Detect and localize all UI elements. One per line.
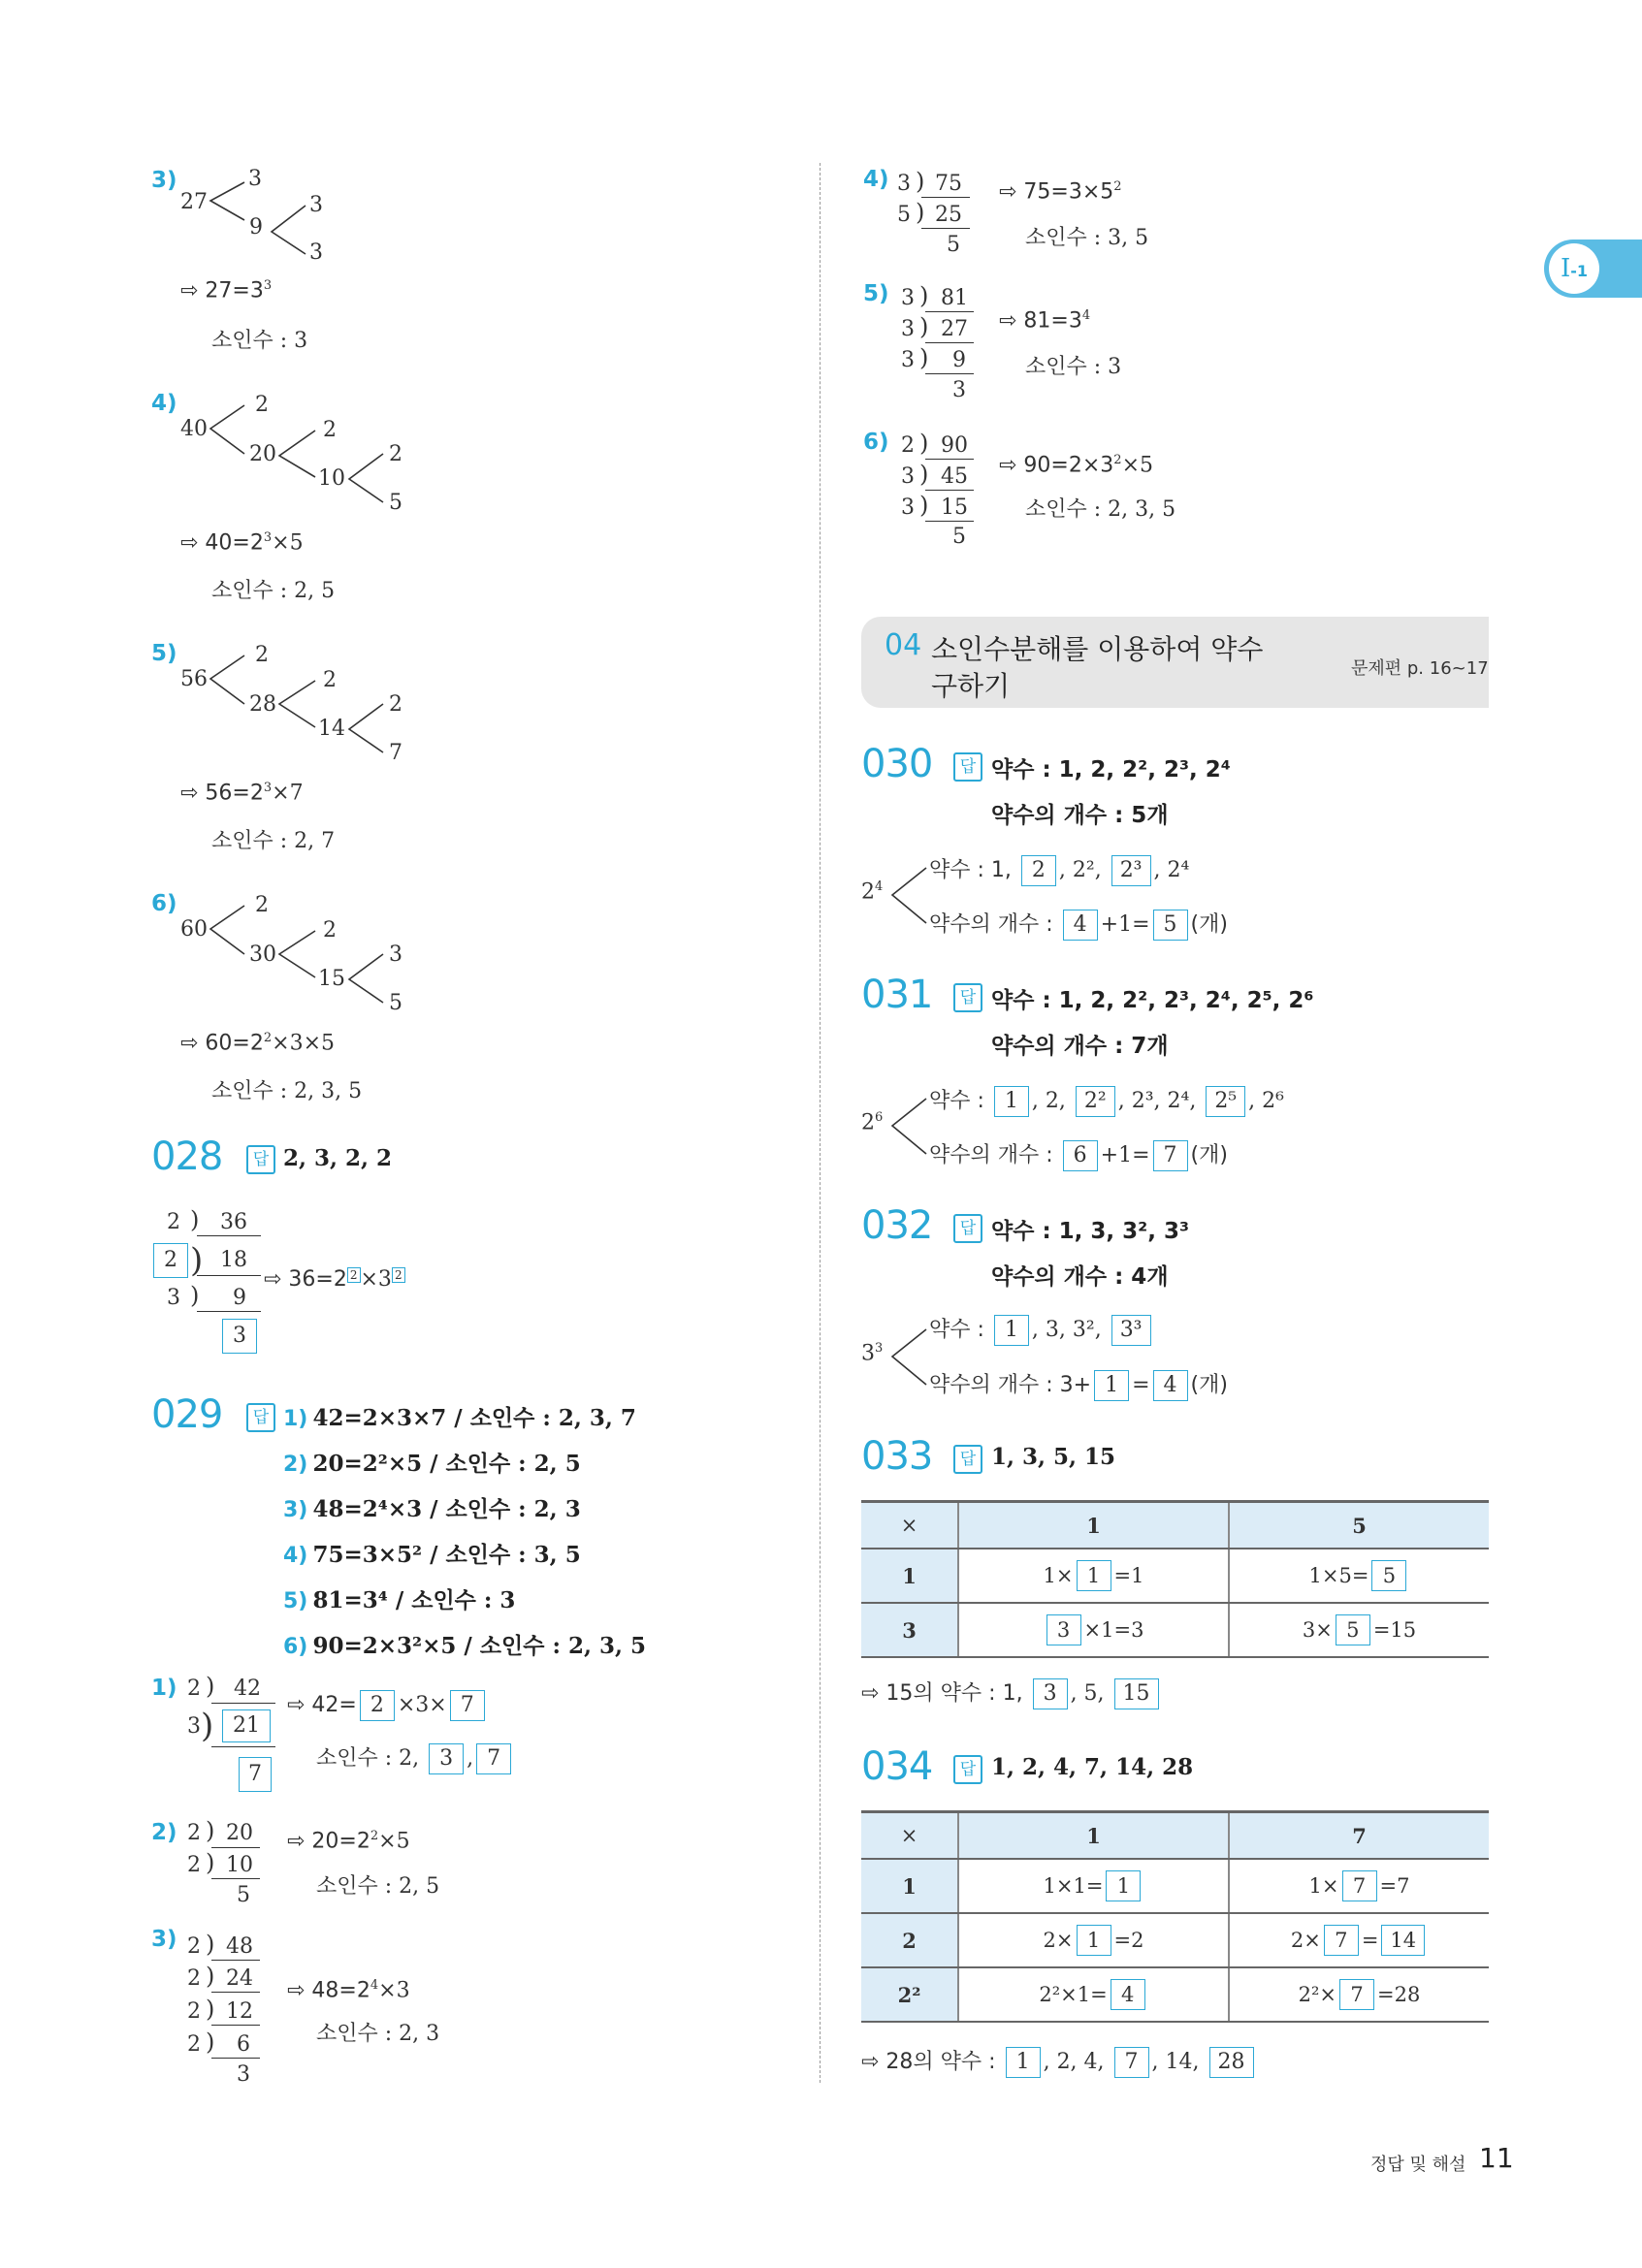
answer-text: 약수 : 1, 2, 2², 2³, 2⁴, 2⁵, 2⁶ xyxy=(991,988,1314,1013)
division-line xyxy=(197,1235,261,1236)
table-header: 5 xyxy=(1229,1502,1489,1549)
divisor-list: 약수 : 1, 2 , 2², 2³ , 2⁴ xyxy=(929,853,1189,886)
division-bracket: ) xyxy=(206,1996,215,2023)
tree-node: 3 xyxy=(389,942,402,967)
prime-factors: 소인수 : 3 xyxy=(1025,355,1122,379)
division-bracket: ) xyxy=(190,1282,200,1309)
problem-label: 6) xyxy=(151,891,177,916)
tree-node: 28 xyxy=(249,692,276,717)
answer-text: 약수의 개수 : 7개 xyxy=(991,1034,1169,1059)
dividend: 27 xyxy=(941,317,968,341)
divisor: 2 xyxy=(167,1210,180,1234)
division-bracket: ) xyxy=(916,168,925,195)
table-header: 7 xyxy=(1229,1812,1489,1860)
tree-node: 15 xyxy=(318,967,345,991)
answer-badge: 답 xyxy=(953,1755,982,1784)
division-line xyxy=(211,2058,260,2059)
factorization: ⇨ $60=2^2\times 3\times 5$ xyxy=(180,1031,336,1056)
table-row-header: 2² xyxy=(861,1967,958,2022)
prime-factors: 소인수 : 2, 3 xyxy=(316,2022,440,2046)
quotient-box: 3 xyxy=(222,1319,257,1354)
divisor: 3 xyxy=(901,286,915,310)
answer-badge: 답 xyxy=(953,1214,982,1243)
tree-node: 9 xyxy=(249,215,263,240)
table-cell: 3× 5 =15 xyxy=(1229,1603,1489,1657)
divisor-count: 약수의 개수 : 3+ 1 = 4 (개) xyxy=(929,1368,1228,1401)
division-line xyxy=(211,1703,275,1704)
division-line xyxy=(921,228,970,229)
divisor: 2 xyxy=(187,1853,201,1877)
tree-node: 3 xyxy=(248,167,262,191)
factorization: ⇨ $56=2^3\times 7$ xyxy=(180,781,304,806)
table-header: 1 xyxy=(958,1502,1229,1549)
answer-badge: 답 xyxy=(953,752,982,782)
chapter-tab-circle xyxy=(1549,243,1599,294)
factorization: ⇨ 36=2 2 ×3 2 xyxy=(264,1267,405,1292)
dividend: 48 xyxy=(226,1934,253,1959)
answer-text: 1, 2, 4, 7, 14, 28 xyxy=(991,1754,1194,1780)
divisor-list: 약수 : 1 , 2, 2² , 2³, 2⁴, 2⁵ , 2⁶ xyxy=(929,1084,1284,1117)
divisor: 2 xyxy=(187,2032,201,2057)
problem-number: 030 xyxy=(861,742,933,786)
tree-node: 2 xyxy=(323,918,337,942)
tree-node: 2 xyxy=(255,393,269,417)
division-line xyxy=(925,459,974,460)
answer-line: 6) 90=2×3²×5 / 소인수 : 2, 3, 5 xyxy=(283,1633,646,1659)
division-line xyxy=(211,2025,260,2026)
prime-factors: 소인수 : 2, 5 xyxy=(211,579,336,603)
divisor: 3 xyxy=(901,464,915,489)
table-cell: 3 ×1=3 xyxy=(958,1603,1229,1657)
column-divider xyxy=(820,163,821,2083)
answer-text: 약수의 개수 : 5개 xyxy=(991,803,1169,828)
problem-label: 1) xyxy=(151,1676,177,1701)
divisor: 3 xyxy=(901,348,915,372)
answer-line: 4) 75=3×5² / 소인수 : 3, 5 xyxy=(283,1542,581,1568)
base-power: $3^3$ xyxy=(861,1341,884,1366)
division-line xyxy=(925,521,974,522)
divisor-count: 약수의 개수 : 6 +1= 7 (개) xyxy=(929,1138,1228,1171)
dividend: 45 xyxy=(941,464,968,489)
prime-factors: 소인수 : 2, 7 xyxy=(211,829,336,853)
factor-tree-lines xyxy=(0,0,820,1067)
division-line xyxy=(921,197,970,198)
factorization: ⇨ 42= 2 ×3× 7 xyxy=(287,1690,488,1721)
problem-number: 031 xyxy=(861,973,933,1017)
dividend: 20 xyxy=(226,1821,253,1845)
page-number: 11 xyxy=(1479,2142,1514,2174)
problem-number: 034 xyxy=(861,1744,933,1789)
section-title-2: 구하기 xyxy=(931,670,1011,702)
answer-line: 3) 48=2⁴×3 / 소인수 : 2, 3 xyxy=(283,1496,581,1522)
tree-node: 20 xyxy=(249,442,276,466)
table-cell: 1× 7 =7 xyxy=(1229,1859,1489,1913)
division-bracket: ) xyxy=(190,1241,204,1280)
division-bracket: ) xyxy=(206,1931,215,1958)
table-row-header: 3 xyxy=(861,1603,958,1657)
table-cell: 2× 1 =2 xyxy=(958,1913,1229,1967)
dividend: 81 xyxy=(941,286,968,310)
answer-text: 1, 3, 5, 15 xyxy=(991,1444,1116,1470)
division-bracket: ) xyxy=(916,199,925,226)
division-bracket: ) xyxy=(919,282,929,309)
prime-factors: 소인수 : 2, 3 , 7 xyxy=(316,1741,514,1774)
factorization: ⇨ $27=3^3$ xyxy=(180,278,273,303)
divisor-result: ⇨ 28의 약수 : 1 , 2, 4, 7 , 14, 28 xyxy=(861,2045,1257,2078)
answer-line: 5) 81=3⁴ / 소인수 : 3 xyxy=(283,1587,516,1613)
division-line xyxy=(211,1878,260,1879)
answer-text: 약수의 개수 : 4개 xyxy=(991,1264,1169,1290)
divisor: 3 xyxy=(901,317,915,341)
dividend: 12 xyxy=(226,1999,253,2024)
factorization: ⇨ $20=2^2\times 5$ xyxy=(287,1829,410,1854)
factorization: ⇨ $40=2^3\times 5$ xyxy=(180,530,304,556)
division-line xyxy=(211,1847,260,1848)
tree-node: 3 xyxy=(309,240,323,265)
divisor: 2 xyxy=(187,1934,201,1959)
prime-factors: 소인수 : 3 xyxy=(211,329,308,353)
quotient: 5 xyxy=(947,233,960,257)
section-page-ref: 문제편 p. 16~17 xyxy=(1351,658,1489,679)
division-bracket: ) xyxy=(919,313,929,340)
answer-list xyxy=(283,1400,646,1674)
division-bracket: ) xyxy=(206,2028,215,2056)
divisor-count: 약수의 개수 : 4 +1= 5 (개) xyxy=(929,908,1228,941)
division-line xyxy=(197,1275,261,1276)
division-bracket: ) xyxy=(201,1707,214,1745)
quotient: 3 xyxy=(237,2062,250,2087)
divisor: 2 xyxy=(901,433,915,458)
division-bracket: ) xyxy=(206,1849,215,1876)
table-corner: × xyxy=(861,1502,958,1549)
tree-node: 3 xyxy=(309,193,323,217)
dividend: 42 xyxy=(234,1677,261,1701)
table-cell: 2²×1= 4 xyxy=(958,1967,1229,2022)
quotient: 5 xyxy=(237,1883,250,1907)
answer-text: 약수 : 1, 2, 2², 2³, 2⁴ xyxy=(991,757,1231,783)
division-line xyxy=(211,1960,260,1961)
multiplication-table xyxy=(861,1810,1489,2023)
answer-text: 약수 : 1, 3, 3², 3³ xyxy=(991,1219,1190,1244)
tree-node: 2 xyxy=(323,668,337,692)
answer-line: 1) 42=2×3×7 / 소인수 : 2, 3, 7 xyxy=(283,1405,636,1431)
division-line xyxy=(925,490,974,491)
division-line xyxy=(925,373,974,374)
tree-node: 7 xyxy=(389,741,402,765)
division-bracket: ) xyxy=(190,1206,200,1233)
division-bracket: ) xyxy=(919,492,929,519)
division-bracket: ) xyxy=(919,430,929,457)
dividend: 10 xyxy=(226,1853,253,1877)
problem-number: 033 xyxy=(861,1434,933,1479)
problem-label: 4) xyxy=(151,391,177,416)
division-bracket: ) xyxy=(919,461,929,488)
base-power: $2^4$ xyxy=(861,879,884,905)
division-line xyxy=(925,342,974,343)
division-bracket: ) xyxy=(919,344,929,371)
problem-number: 029 xyxy=(151,1392,223,1437)
prime-factors: 소인수 : 2, 3, 5 xyxy=(211,1079,363,1103)
divisor-list: 약수 : 1 , 3, 3², 3³ xyxy=(929,1313,1154,1346)
factorization: ⇨ $48=2^4\times 3$ xyxy=(287,1978,410,2003)
factorization: ⇨ $81=3^4$ xyxy=(999,308,1091,334)
table-cell: 2× 7 = 14 xyxy=(1229,1913,1489,1967)
division-bracket: ) xyxy=(206,1673,215,1700)
problem-label: 6) xyxy=(863,430,889,455)
dividend: 6 xyxy=(237,2032,250,2057)
dividend: 25 xyxy=(935,203,962,227)
dividend: 75 xyxy=(935,172,962,196)
problem-number: 028 xyxy=(151,1134,223,1179)
tree-node: 2 xyxy=(255,893,269,917)
table-corner: × xyxy=(861,1812,958,1860)
problem-label: 2) xyxy=(151,1820,177,1845)
problem-label: 3) xyxy=(151,1927,177,1952)
table-row-header: 1 xyxy=(861,1859,958,1913)
dividend-box: 21 xyxy=(222,1709,271,1742)
divisor: 3 xyxy=(901,495,915,520)
divisor: 2 xyxy=(187,1821,201,1845)
tree-node: 2 xyxy=(389,692,402,717)
division-line xyxy=(211,1992,260,1993)
prime-factors: 소인수 : 3, 5 xyxy=(1025,226,1149,250)
division-bracket: ) xyxy=(206,1963,215,1990)
chapter-roman: I xyxy=(1560,254,1571,283)
tree-node: 5 xyxy=(389,991,402,1015)
problem-label: 5) xyxy=(151,641,177,666)
tree-node: 2 xyxy=(389,442,402,466)
divisor: 2 xyxy=(187,1966,201,1991)
table-cell: 1×5= 5 xyxy=(1229,1549,1489,1603)
quotient-box: 7 xyxy=(239,1757,272,1792)
dividend: 9 xyxy=(233,1286,246,1310)
dividend: 24 xyxy=(226,1966,253,1991)
quotient: 5 xyxy=(952,525,966,549)
answer-line: 2) 20=2²×5 / 소인수 : 2, 5 xyxy=(283,1451,581,1477)
table-row-header: 1 xyxy=(861,1549,958,1603)
dividend: 9 xyxy=(952,348,966,372)
section-number: 04 xyxy=(885,628,922,662)
prime-factors: 소인수 : 2, 3, 5 xyxy=(1025,497,1176,522)
problem-label: 5) xyxy=(863,281,889,306)
divisor: 5 xyxy=(897,203,911,227)
answer-badge: 답 xyxy=(246,1403,275,1432)
divisor-box: 2 xyxy=(153,1243,188,1278)
table-header: 1 xyxy=(958,1812,1229,1860)
division-line xyxy=(925,311,974,312)
tree-node: 14 xyxy=(318,717,345,741)
division-bracket: ) xyxy=(206,1817,215,1844)
dividend: 90 xyxy=(941,433,968,458)
chapter-num: -1 xyxy=(1570,262,1589,280)
table-row-header: 2 xyxy=(861,1913,958,1967)
divisor: 3 xyxy=(167,1286,180,1310)
prime-factors: 소인수 : 2, 5 xyxy=(316,1874,440,1899)
problem-number: 032 xyxy=(861,1203,933,1248)
divisor: 3 xyxy=(187,1714,201,1739)
division-line xyxy=(211,1746,275,1747)
dividend: 15 xyxy=(941,495,968,520)
multiplication-table xyxy=(861,1500,1489,1658)
tree-root: 40 xyxy=(180,417,208,441)
tree-node: 2 xyxy=(255,643,269,667)
tree-root: 56 xyxy=(180,667,208,691)
divisor: 2 xyxy=(187,1999,201,2024)
divisor-result: ⇨ 15의 약수 : 1, 3 , 5, 15 xyxy=(861,1677,1162,1709)
table-cell: 2²× 7 =28 xyxy=(1229,1967,1489,2022)
table-cell: 1× 1 =1 xyxy=(958,1549,1229,1603)
tree-node: 5 xyxy=(389,491,402,515)
tree-node: 2 xyxy=(323,418,337,442)
dividend: 18 xyxy=(220,1248,247,1272)
quotient: 3 xyxy=(952,378,966,402)
answer-badge: 답 xyxy=(246,1145,275,1174)
divisor: 2 xyxy=(187,1677,201,1701)
base-power: $2^6$ xyxy=(861,1110,884,1135)
answer-badge: 답 xyxy=(953,1445,982,1474)
factorization: ⇨ $90=2\times 3^2\times 5$ xyxy=(999,453,1154,478)
dividend: 36 xyxy=(220,1210,247,1234)
divisor: 3 xyxy=(897,172,911,196)
tree-root: 27 xyxy=(180,190,208,214)
tree-node: 10 xyxy=(318,466,345,491)
factorization: ⇨ $75=3\times 5^2$ xyxy=(999,179,1122,205)
section-title: 소인수분해를 이용하여 약수 xyxy=(931,633,1264,665)
problem-label: 3) xyxy=(151,168,177,193)
answer-badge: 답 xyxy=(953,983,982,1012)
division-line xyxy=(197,1311,261,1312)
tree-root: 60 xyxy=(180,917,208,942)
table-cell: 1×1= 1 xyxy=(958,1859,1229,1913)
footer-label: 정답 및 해설 xyxy=(1370,2155,1466,2175)
answer-text: 2, 3, 2, 2 xyxy=(283,1145,393,1171)
tree-node: 30 xyxy=(249,942,276,967)
problem-label: 4) xyxy=(863,167,889,192)
